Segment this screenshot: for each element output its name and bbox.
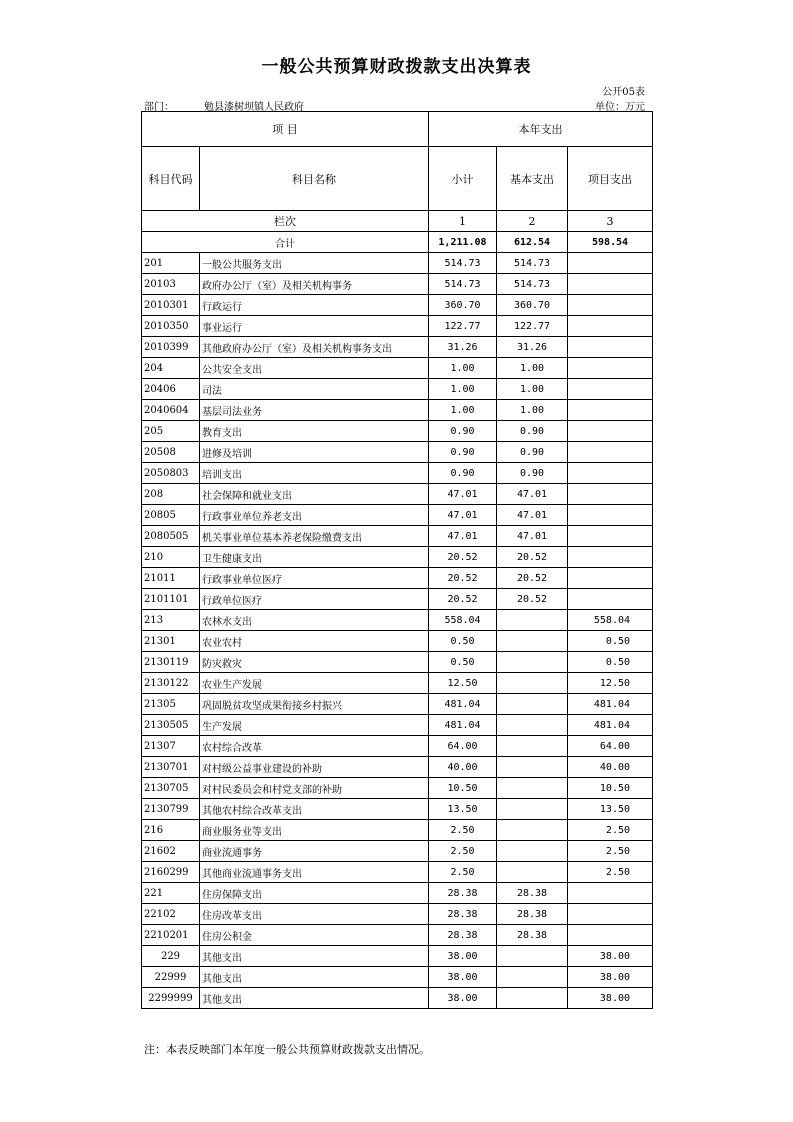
row-name: 农业生产发展 xyxy=(200,673,429,694)
table-row xyxy=(142,841,653,862)
row-code: 2130119 xyxy=(142,652,200,673)
row-subtotal: 1.00 xyxy=(429,400,497,421)
row-name: 基层司法业务 xyxy=(200,400,429,421)
row-project xyxy=(568,316,653,337)
table-row xyxy=(142,295,653,316)
row-basic xyxy=(497,862,568,883)
row-code: 229 xyxy=(142,946,200,967)
row-code: 2130705 xyxy=(142,778,200,799)
row-name: 生产发展 xyxy=(200,715,429,736)
row-code: 22102 xyxy=(142,904,200,925)
row-basic: 20.52 xyxy=(497,568,568,589)
form-number: 公开05表 xyxy=(602,87,645,98)
table-row xyxy=(142,946,653,967)
table-row xyxy=(142,526,653,547)
row-name: 对村级公益事业建设的补助 xyxy=(200,757,429,778)
row-project: 40.00 xyxy=(568,757,653,778)
row-name: 行政单位医疗 xyxy=(200,589,429,610)
row-basic: 31.26 xyxy=(497,337,568,358)
column-index-label: 栏次 xyxy=(142,211,429,232)
row-project: 10.50 xyxy=(568,778,653,799)
table-row xyxy=(142,274,653,295)
row-subtotal: 28.38 xyxy=(429,925,497,946)
table-row xyxy=(142,862,653,883)
row-project: 38.00 xyxy=(568,967,653,988)
total-basic: 612.54 xyxy=(497,232,568,253)
row-name: 商业服务业等支出 xyxy=(200,820,429,841)
table-row xyxy=(142,358,653,379)
row-project xyxy=(568,337,653,358)
row-subtotal: 40.00 xyxy=(429,757,497,778)
table-row xyxy=(142,925,653,946)
row-basic: 360.70 xyxy=(497,295,568,316)
table-row xyxy=(142,799,653,820)
row-name: 住房保障支出 xyxy=(200,883,429,904)
row-project xyxy=(568,358,653,379)
row-subtotal: 28.38 xyxy=(429,904,497,925)
row-code: 204 xyxy=(142,358,200,379)
row-basic xyxy=(497,841,568,862)
row-code: 216 xyxy=(142,820,200,841)
table-row xyxy=(142,736,653,757)
row-name: 行政事业单位医疗 xyxy=(200,568,429,589)
row-basic: 20.52 xyxy=(497,589,568,610)
row-name: 其他商业流通事务支出 xyxy=(200,862,429,883)
row-subtotal: 47.01 xyxy=(429,484,497,505)
table-row xyxy=(142,547,653,568)
row-subtotal: 64.00 xyxy=(429,736,497,757)
row-project xyxy=(568,505,653,526)
row-project xyxy=(568,547,653,568)
row-name: 公共安全支出 xyxy=(200,358,429,379)
row-basic xyxy=(497,988,568,1009)
row-code: 2160299 xyxy=(142,862,200,883)
row-code: 201 xyxy=(142,253,200,274)
table-row xyxy=(142,316,653,337)
row-code: 21301 xyxy=(142,631,200,652)
total-subtotal: 1,211.08 xyxy=(429,232,497,253)
row-basic: 1.00 xyxy=(497,379,568,400)
row-basic: 28.38 xyxy=(497,883,568,904)
row-code: 2130505 xyxy=(142,715,200,736)
table-row xyxy=(142,379,653,400)
row-project: 2.50 xyxy=(568,820,653,841)
row-code: 2010301 xyxy=(142,295,200,316)
row-code: 2130122 xyxy=(142,673,200,694)
row-code: 2101101 xyxy=(142,589,200,610)
row-basic: 1.00 xyxy=(497,358,568,379)
row-project xyxy=(568,400,653,421)
row-subtotal: 38.00 xyxy=(429,946,497,967)
row-code: 2299999 xyxy=(142,988,200,1009)
row-project xyxy=(568,589,653,610)
header-code: 科目代码 xyxy=(142,147,200,211)
row-code: 205 xyxy=(142,421,200,442)
row-project xyxy=(568,295,653,316)
row-project: 2.50 xyxy=(568,862,653,883)
row-subtotal: 0.50 xyxy=(429,652,497,673)
row-basic: 122.77 xyxy=(497,316,568,337)
row-subtotal: 13.50 xyxy=(429,799,497,820)
row-subtotal: 47.01 xyxy=(429,526,497,547)
table-row xyxy=(142,421,653,442)
row-project xyxy=(568,379,653,400)
row-code: 208 xyxy=(142,484,200,505)
row-name: 住房公积金 xyxy=(200,925,429,946)
table-row xyxy=(142,400,653,421)
row-project: 558.04 xyxy=(568,610,653,631)
row-code: 2010399 xyxy=(142,337,200,358)
table-row xyxy=(142,463,653,484)
row-project xyxy=(568,442,653,463)
row-subtotal: 1.00 xyxy=(429,358,497,379)
row-project xyxy=(568,274,653,295)
row-basic: 28.38 xyxy=(497,925,568,946)
table-row xyxy=(142,631,653,652)
row-project xyxy=(568,904,653,925)
row-subtotal: 0.50 xyxy=(429,631,497,652)
row-basic xyxy=(497,652,568,673)
row-basic: 514.73 xyxy=(497,253,568,274)
total-project: 598.54 xyxy=(568,232,653,253)
table-row xyxy=(142,967,653,988)
header-name: 科目名称 xyxy=(200,147,429,211)
row-project xyxy=(568,253,653,274)
table-row xyxy=(142,589,653,610)
row-subtotal: 38.00 xyxy=(429,967,497,988)
row-subtotal: 360.70 xyxy=(429,295,497,316)
row-code: 21602 xyxy=(142,841,200,862)
row-basic: 0.90 xyxy=(497,421,568,442)
row-code: 20508 xyxy=(142,442,200,463)
row-basic xyxy=(497,946,568,967)
table-row xyxy=(142,484,653,505)
row-basic xyxy=(497,967,568,988)
header-subtotal: 小计 xyxy=(429,147,497,211)
row-name: 巩固脱贫攻坚成果衔接乡村振兴 xyxy=(200,694,429,715)
total-row xyxy=(142,232,653,253)
table-row xyxy=(142,778,653,799)
row-basic: 0.90 xyxy=(497,463,568,484)
row-code: 2130799 xyxy=(142,799,200,820)
row-subtotal: 28.38 xyxy=(429,883,497,904)
row-basic: 47.01 xyxy=(497,526,568,547)
row-name: 行政事业单位养老支出 xyxy=(200,505,429,526)
table-row xyxy=(142,337,653,358)
table-row xyxy=(142,442,653,463)
row-code: 21307 xyxy=(142,736,200,757)
row-basic xyxy=(497,757,568,778)
row-name: 教育支出 xyxy=(200,421,429,442)
row-code: 213 xyxy=(142,610,200,631)
table-row xyxy=(142,904,653,925)
table-row xyxy=(142,568,653,589)
row-subtotal: 20.52 xyxy=(429,547,497,568)
row-basic: 1.00 xyxy=(497,400,568,421)
header-current-year: 本年支出 xyxy=(429,112,653,147)
row-project: 0.50 xyxy=(568,631,653,652)
row-subtotal: 1.00 xyxy=(429,379,497,400)
row-name: 机关事业单位基本养老保险缴费支出 xyxy=(200,526,429,547)
table-row xyxy=(142,988,653,1009)
row-basic xyxy=(497,778,568,799)
row-project xyxy=(568,925,653,946)
row-subtotal: 481.04 xyxy=(429,715,497,736)
row-subtotal: 514.73 xyxy=(429,274,497,295)
row-subtotal: 2.50 xyxy=(429,820,497,841)
row-name: 政府办公厅（室）及相关机构事务 xyxy=(200,274,429,295)
row-project xyxy=(568,526,653,547)
row-code: 20805 xyxy=(142,505,200,526)
row-project xyxy=(568,568,653,589)
row-basic xyxy=(497,673,568,694)
header-project: 项目支出 xyxy=(568,147,653,211)
table-row xyxy=(142,652,653,673)
table-row xyxy=(142,253,653,274)
row-basic xyxy=(497,736,568,757)
row-subtotal: 122.77 xyxy=(429,316,497,337)
row-code: 2010350 xyxy=(142,316,200,337)
row-project: 13.50 xyxy=(568,799,653,820)
row-project: 0.50 xyxy=(568,652,653,673)
row-basic: 28.38 xyxy=(497,904,568,925)
row-code: 2050803 xyxy=(142,463,200,484)
row-subtotal: 514.73 xyxy=(429,253,497,274)
row-basic xyxy=(497,694,568,715)
column-index-3: 3 xyxy=(568,211,653,232)
header-row-2 xyxy=(142,147,653,211)
row-name: 司法 xyxy=(200,379,429,400)
row-basic xyxy=(497,820,568,841)
row-project: 481.04 xyxy=(568,694,653,715)
row-name: 农业农村 xyxy=(200,631,429,652)
row-project: 38.00 xyxy=(568,946,653,967)
row-subtotal: 2.50 xyxy=(429,841,497,862)
row-name: 一般公共服务支出 xyxy=(200,253,429,274)
row-name: 行政运行 xyxy=(200,295,429,316)
row-subtotal: 10.50 xyxy=(429,778,497,799)
row-basic: 0.90 xyxy=(497,442,568,463)
page-title: 一般公共预算财政拨款支出决算表 xyxy=(261,57,532,77)
table-row xyxy=(142,610,653,631)
row-project: 12.50 xyxy=(568,673,653,694)
row-subtotal: 0.90 xyxy=(429,421,497,442)
row-name: 农林水支出 xyxy=(200,610,429,631)
table-row xyxy=(142,715,653,736)
row-name: 卫生健康支出 xyxy=(200,547,429,568)
table-row xyxy=(142,820,653,841)
row-name: 商业流通事务 xyxy=(200,841,429,862)
row-subtotal: 0.90 xyxy=(429,442,497,463)
table-row xyxy=(142,673,653,694)
row-subtotal: 12.50 xyxy=(429,673,497,694)
row-subtotal: 31.26 xyxy=(429,337,497,358)
row-code: 2040604 xyxy=(142,400,200,421)
row-subtotal: 20.52 xyxy=(429,568,497,589)
row-name: 其他支出 xyxy=(200,967,429,988)
column-index-row xyxy=(142,211,653,232)
row-name: 事业运行 xyxy=(200,316,429,337)
row-code: 20406 xyxy=(142,379,200,400)
total-label: 合计 xyxy=(142,232,429,253)
row-code: 2080505 xyxy=(142,526,200,547)
row-code: 2130701 xyxy=(142,757,200,778)
row-code: 221 xyxy=(142,883,200,904)
row-name: 其他农村综合改革支出 xyxy=(200,799,429,820)
table-row xyxy=(142,505,653,526)
row-basic: 47.01 xyxy=(497,505,568,526)
row-name: 对村民委员会和村党支部的补助 xyxy=(200,778,429,799)
table-row xyxy=(142,694,653,715)
row-project: 481.04 xyxy=(568,715,653,736)
row-basic xyxy=(497,715,568,736)
row-code: 210 xyxy=(142,547,200,568)
department-value: 勉县漆树坝镇人民政府 xyxy=(204,102,304,113)
row-name: 住房改革支出 xyxy=(200,904,429,925)
row-name: 农村综合改革 xyxy=(200,736,429,757)
row-name: 社会保障和就业支出 xyxy=(200,484,429,505)
column-index-1: 1 xyxy=(429,211,497,232)
table-row xyxy=(142,883,653,904)
column-index-2: 2 xyxy=(497,211,568,232)
footnote: 注：本表反映部门本年度一般公共预算财政拨款支出情况。 xyxy=(144,1043,430,1056)
header-item: 项 目 xyxy=(142,112,429,147)
row-basic: 20.52 xyxy=(497,547,568,568)
row-code: 20103 xyxy=(142,274,200,295)
row-project xyxy=(568,421,653,442)
row-name: 进修及培训 xyxy=(200,442,429,463)
row-project: 2.50 xyxy=(568,841,653,862)
expenditure-table xyxy=(141,111,653,1009)
row-name: 其他政府办公厅（室）及相关机构事务支出 xyxy=(200,337,429,358)
row-basic xyxy=(497,799,568,820)
row-subtotal: 0.90 xyxy=(429,463,497,484)
row-code: 21011 xyxy=(142,568,200,589)
row-name: 防灾救灾 xyxy=(200,652,429,673)
row-subtotal: 481.04 xyxy=(429,694,497,715)
row-project: 64.00 xyxy=(568,736,653,757)
row-project xyxy=(568,883,653,904)
table-row xyxy=(142,757,653,778)
header-row-1 xyxy=(142,112,653,147)
row-subtotal: 47.01 xyxy=(429,505,497,526)
row-subtotal: 558.04 xyxy=(429,610,497,631)
row-basic: 47.01 xyxy=(497,484,568,505)
row-project xyxy=(568,463,653,484)
row-subtotal: 2.50 xyxy=(429,862,497,883)
row-project: 38.00 xyxy=(568,988,653,1009)
row-name: 其他支出 xyxy=(200,988,429,1009)
department-label: 部门： xyxy=(144,102,174,113)
row-code: 2210201 xyxy=(142,925,200,946)
row-subtotal: 38.00 xyxy=(429,988,497,1009)
row-code: 21305 xyxy=(142,694,200,715)
row-code: 22999 xyxy=(142,967,200,988)
header-basic: 基本支出 xyxy=(497,147,568,211)
row-name: 培训支出 xyxy=(200,463,429,484)
row-basic: 514.73 xyxy=(497,274,568,295)
row-name: 其他支出 xyxy=(200,946,429,967)
row-project xyxy=(568,484,653,505)
row-subtotal: 20.52 xyxy=(429,589,497,610)
unit-label: 单位：万元 xyxy=(595,102,645,113)
row-basic xyxy=(497,610,568,631)
row-basic xyxy=(497,631,568,652)
